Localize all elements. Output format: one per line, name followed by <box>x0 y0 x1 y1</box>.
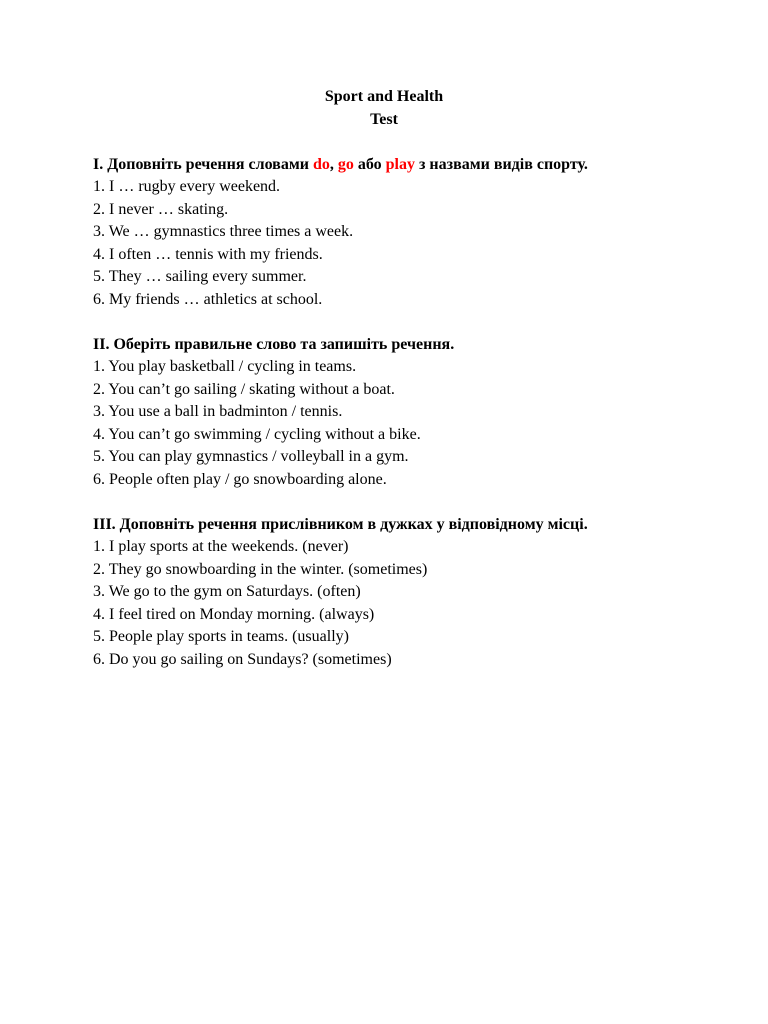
heading-separator: , <box>329 155 338 173</box>
section-2-item: 4. You can’t go swimming / cycling without a bike. <box>93 425 421 443</box>
section-1-item: 6. My friends … athletics at school. <box>93 290 323 308</box>
section-1-heading <box>93 154 693 177</box>
spacer <box>93 311 693 334</box>
section-3-item: 3. We go to the gym on Saturdays. (often) <box>93 583 361 600</box>
section-1-item: 2. I never … skating. <box>93 200 229 218</box>
section-2-item: 1. You play basketball / cycling in teams. <box>93 358 357 375</box>
heading-separator: або <box>353 155 386 173</box>
section-1-item: 1. I … rugby every weekend. <box>93 178 281 195</box>
section-2-heading: II. Оберіть правильне слово та запишіть речення. <box>93 335 455 353</box>
section-1-item: 4. I often … tennis with my friends. <box>93 245 323 263</box>
word-do: do <box>312 155 330 173</box>
section-3-heading: III. Доповніть речення прислівником в дужках у відповідному місці. <box>93 515 588 533</box>
section-3-item: 1. I play sports at the weekends. (never) <box>93 538 349 555</box>
document-subtitle: Test <box>370 110 398 128</box>
section-3-item: 2. They go snowboarding in the winter. (sometimes) <box>93 560 428 578</box>
spacer <box>93 131 693 154</box>
section-2-item: 2. You can’t go sailing / skating without a boat. <box>93 380 395 398</box>
word-play: play <box>385 155 415 173</box>
section-1-item: 5. They … sailing every summer. <box>93 268 307 285</box>
section-1-heading-prefix: I. Доповніть речення словами <box>93 155 313 173</box>
section-2-item: 6. People often play / go snowboarding alone. <box>93 470 387 488</box>
section-1-heading-suffix: з назвами видів спорту. <box>414 155 588 173</box>
section-2-item: 5. You can play gymnastics / volleyball in a gym. <box>93 448 409 465</box>
section-3-item: 6. Do you go sailing on Sundays? (sometimes) <box>93 650 392 668</box>
spacer <box>93 491 693 514</box>
section-1-item: 3. We … gymnastics three times a week. <box>93 223 354 240</box>
section-3-item: 4. I feel tired on Monday morning. (always) <box>93 605 375 623</box>
document-page <box>93 86 693 671</box>
document-title: Sport and Health <box>324 88 444 105</box>
word-go: go <box>337 155 354 173</box>
section-3-item: 5. People play sports in teams. (usually) <box>93 628 349 645</box>
section-2-item: 3. You use a ball in badminton / tennis. <box>93 403 343 420</box>
